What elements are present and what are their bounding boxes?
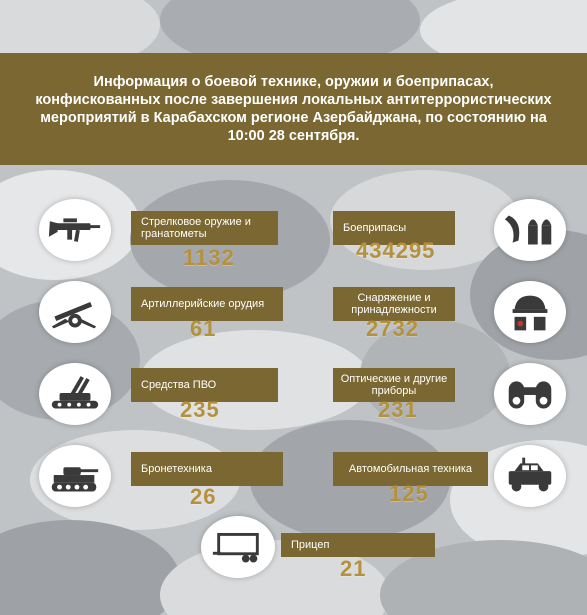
stat-value-small-arms: 1132 <box>183 245 235 270</box>
trailer-icon <box>201 516 275 578</box>
binoculars-icon <box>494 363 566 425</box>
rifle-icon <box>39 199 111 261</box>
stat-value-air-defense: 235 <box>180 397 220 422</box>
stat-value-artillery: 61 <box>190 316 217 341</box>
stat-label: Оптические и другие приборы <box>340 373 448 397</box>
stat-label: Средства ПВО <box>141 379 217 391</box>
stat-label: Автомобильная техника <box>348 463 473 475</box>
stat-value-optics: 231 <box>378 397 418 422</box>
stat-value-equipment: 2732 <box>366 316 419 341</box>
ammunition-icon <box>494 199 566 261</box>
tank-icon <box>39 445 111 507</box>
stat-label: Артиллерийские орудия <box>141 298 265 310</box>
military-truck-icon <box>494 445 566 507</box>
stat-label: Прицеп <box>291 539 330 551</box>
equipment-icon <box>494 281 566 343</box>
stat-bar-small-arms <box>131 211 278 245</box>
header-banner <box>0 53 587 165</box>
stat-bar-armor <box>131 452 283 486</box>
stat-label: Снаряжение и принадлежности <box>351 292 437 316</box>
stat-value-vehicles: 125 <box>389 481 429 506</box>
stat-value-ammo: 434295 <box>356 238 436 263</box>
page-title: Информация о боевой технике, оружии и боеприпасах, конфискованных после завершения локальных антитеррористических мероприятий в Карабахском регионе Азербайджана, по состоянию на 10:00 28 сентября. <box>35 74 552 144</box>
anti-aircraft-icon <box>39 363 111 425</box>
stat-label: Стрелковое оружие и гранатометы <box>141 216 251 240</box>
artillery-icon <box>39 281 111 343</box>
stat-value-armor: 26 <box>190 484 217 509</box>
stat-label: Бронетехника <box>141 463 212 475</box>
stat-bar-trailer <box>281 533 435 557</box>
stat-value-trailer: 21 <box>340 556 367 581</box>
stat-label: Боеприпасы <box>343 222 407 234</box>
